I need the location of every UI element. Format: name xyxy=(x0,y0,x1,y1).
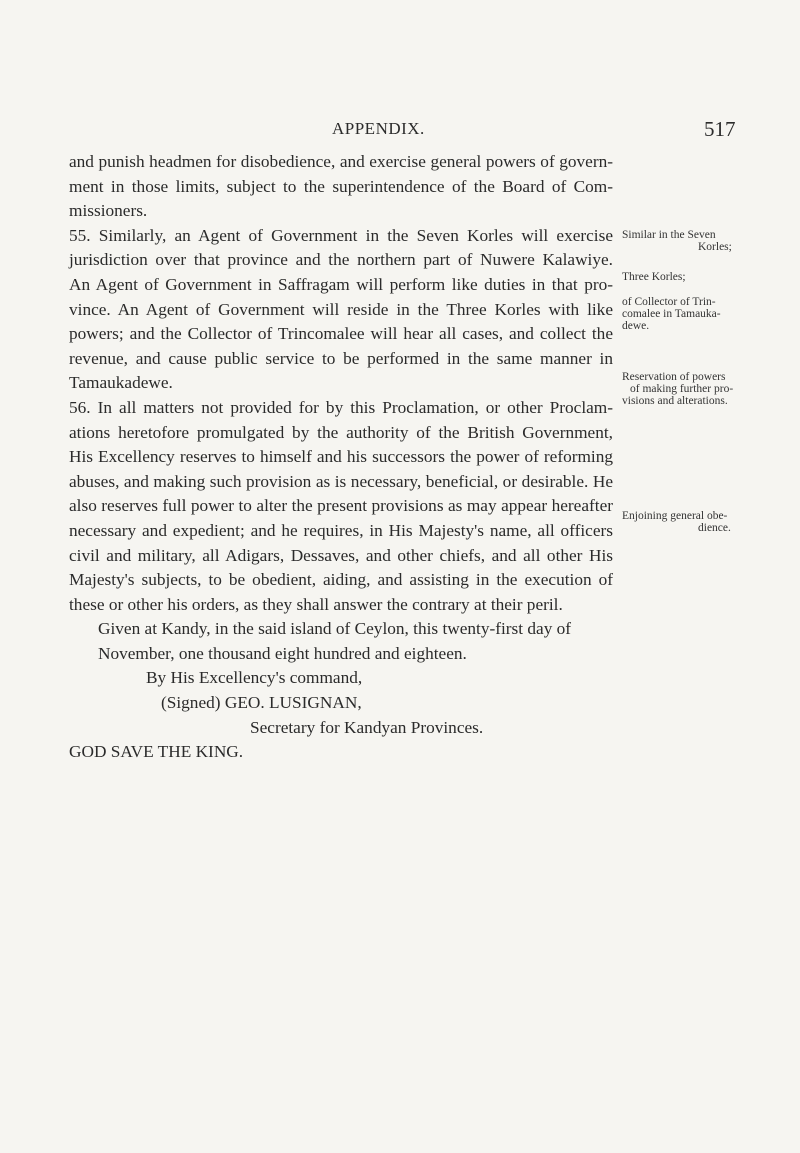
body-line: Majesty's subjects, to be obedient, aiding, and assisting in the execution of xyxy=(69,570,613,590)
margin-note: Similar in the Seven Korles; xyxy=(622,229,732,254)
body-line: necessary and expedient; and he requires, in His Majesty's name, all officers xyxy=(69,520,613,540)
body-line: these or other his orders, as they shall answer the contrary at their peril. xyxy=(69,594,563,614)
running-header: APPENDIX. xyxy=(332,119,425,138)
margin-note: Reservation of powers of making further pro- visions and alterations. xyxy=(622,371,734,408)
body-line: Tamaukadewe. xyxy=(69,373,173,393)
body-line: His Excellency reserves to himself and his successors the power of reforming xyxy=(69,447,613,467)
body-line: also reserves full power to alter the present provisions as may appear hereafter xyxy=(69,496,613,516)
body-line: vince. An Agent of Government will reside in the Three Korles with like xyxy=(69,299,613,319)
body-line: An Agent of Government in Saffragam will perform like duties in that pro- xyxy=(69,274,613,294)
body-line: Secretary for Kandyan Provinces. xyxy=(250,717,484,737)
body-line: ations heretofore promulgated by the authority of the British Government, xyxy=(69,422,613,442)
body-line: 56. In all matters not provided for by this Proclamation, or other Proclam- xyxy=(69,397,613,417)
body-line: powers; and the Collector of Trincomalee will hear all cases, and collect the xyxy=(69,324,613,344)
body-line: Given at Kandy, in the said island of Ceylon, this twenty-first day of xyxy=(98,619,572,639)
page-number: 517 xyxy=(704,117,736,141)
body-line: By His Excellency's command, xyxy=(146,668,363,688)
body-line: civil and military, all Adigars, Dessaves, and other chiefs, and all other His xyxy=(69,545,613,565)
body-line: November, one thousand eight hundred and eighteen. xyxy=(98,643,467,663)
body-text xyxy=(69,150,613,765)
body-line: abuses, and making such provision as is necessary, beneficial, or desirable. He xyxy=(69,471,613,491)
body-line: 55. Similarly, an Agent of Government in the Seven Korles will exercise xyxy=(69,225,613,245)
body-line: jurisdiction over that province and the northern part of Nuwere Kalawiye. xyxy=(69,250,613,270)
body-line: ment in those limits, subject to the superintendence of the Board of Com- xyxy=(69,176,613,196)
closing-line: GOD SAVE THE KING. xyxy=(69,742,244,762)
body-line: revenue, and cause public service to be performed in the same manner in xyxy=(69,348,613,368)
body-line: missioners. xyxy=(69,201,148,221)
margin-note: Enjoining general obe- dience. xyxy=(622,510,731,535)
margin-note: of Collector of Trin- comalee in Tamauka- dewe. xyxy=(622,296,721,333)
body-line: and punish headmen for disobedience, and exercise general powers of govern- xyxy=(69,152,613,171)
signature-line: (Signed) GEO. LUSIGNAN, xyxy=(161,693,362,713)
margin-note: Three Korles; xyxy=(622,271,686,283)
